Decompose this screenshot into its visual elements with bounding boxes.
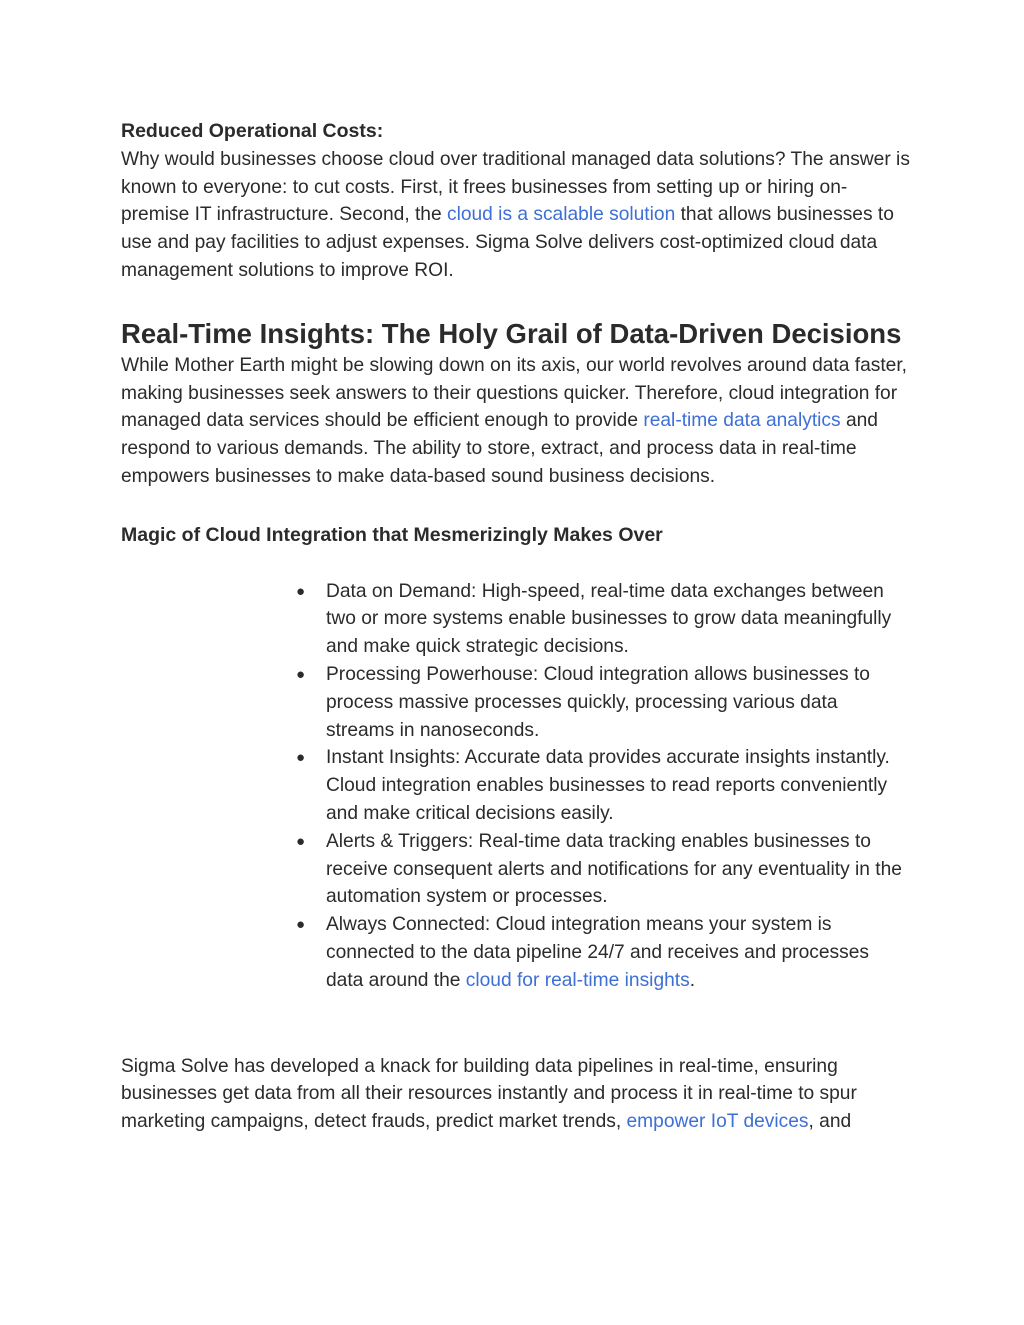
list-item-text: Always Connected: Cloud integration means your system is connected to the data pipeline 24/7 and receives and processes data around the: [326, 914, 869, 991]
paragraph-real-time-insights: [121, 352, 911, 491]
bullet-icon: ●: [296, 665, 306, 683]
section-heading-real-time-insights: Real-Time Insights: The Holy Grail of Data-Driven Decisions: [121, 317, 902, 349]
list-item-text: Data on Demand: High-speed, real-time data exchanges between two or more systems enable businesses to grow data meaningfully and make quick strategic decisions.: [326, 580, 892, 658]
link-empower-iot-devices[interactable]: empower IoT devices: [626, 1111, 809, 1133]
bullet-icon: ●: [296, 832, 306, 850]
list-item: [296, 661, 911, 744]
list-item-text: .: [689, 969, 696, 991]
list-item-text: Alerts & Triggers: Real-time data tracking enables businesses to receive consequent alerts and notifications for any eventuality in the automation system or processes.: [326, 830, 902, 908]
paragraph-reduced-costs: [121, 146, 911, 285]
section-heading-reduced-costs: Reduced Operational Costs:: [121, 120, 384, 142]
paragraph-closing: [121, 1053, 911, 1136]
list-item: [296, 578, 911, 661]
link-cloud-for-real-time-insights[interactable]: cloud for real-time insights: [465, 969, 690, 991]
section-heading-cloud-integration-magic: Magic of Cloud Integration that Mesmerizingly Makes Over: [121, 523, 663, 546]
list-item-text: Processing Powerhouse: Cloud integration allows businesses to process massive processes quickly, processing various data streams in nanoseconds.: [326, 663, 870, 741]
bullet-icon: ●: [296, 582, 306, 600]
paragraph-text: , and: [808, 1111, 852, 1133]
paragraph-text: While Mother Earth might be slowing down on its axis, our world revolves around data faster, making businesses seek answers to their questions quicker. Therefore, cloud integration for managed data services should be efficient enough to provide: [121, 354, 908, 432]
bullet-icon: ●: [296, 749, 306, 767]
bullet-icon: ●: [296, 916, 306, 934]
paragraph-text: Sigma Solve has developed a knack for building data pipelines in real-time, ensuring businesses get data from all their resources instantly and process it in real-time to spur marketing campaigns, detect frauds, predict market trends,: [121, 1055, 857, 1133]
bullet-list: [121, 578, 911, 995]
list-item: [296, 828, 911, 911]
list-item: [296, 911, 911, 994]
list-item: [296, 744, 911, 827]
link-cloud-scalable-solution[interactable]: cloud is a scalable solution: [446, 204, 676, 226]
list-item-text: Instant Insights: Accurate data provides accurate insights instantly. Cloud integration enables businesses to read reports conveniently and make critical decisions easily.: [326, 747, 890, 824]
paragraph-text: and respond to various demands. The ability to store, extract, and process data in real-time empowers businesses to make data-based sound business decisions.: [121, 410, 878, 487]
paragraph-text: Why would businesses choose cloud over traditional managed data solutions? The answer is known to everyone: to cut costs. First, it frees businesses from setting up or hiring on-premise IT infrastructure. Second, the: [121, 148, 910, 226]
document-page: [121, 118, 911, 1136]
link-real-time-data-analytics[interactable]: real-time data analytics: [643, 410, 841, 432]
paragraph-text: that allows businesses to use and pay facilities to adjust expenses. Sigma Solve delivers cost-optimized cloud data management solutions to improve ROI.: [121, 204, 894, 281]
